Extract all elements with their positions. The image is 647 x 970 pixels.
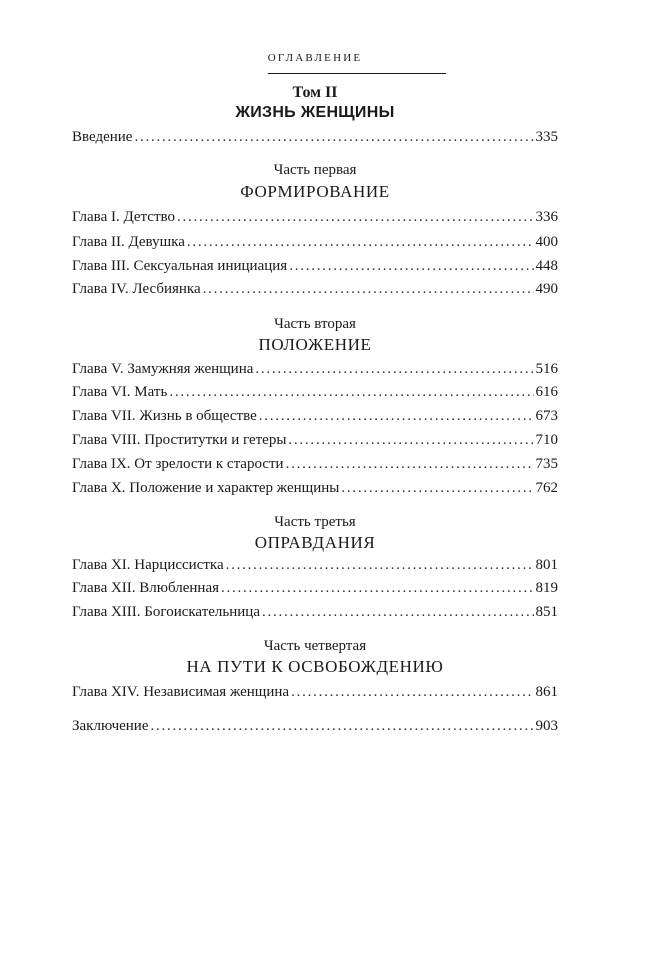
- toc-entry-title: Глава VII. Жизнь в обществе: [72, 408, 257, 424]
- part-label: Часть четвертая: [263, 638, 367, 654]
- toc-entry-title: Глава XI. Нарциссистка: [72, 557, 224, 573]
- part-title: ПОЛОЖЕНИЕ: [258, 335, 372, 354]
- running-head: ОГЛАВЛЕНИЕ: [267, 52, 363, 64]
- toc-entry-page: 448: [535, 258, 558, 274]
- toc-entry-page: 861: [535, 684, 558, 700]
- toc-entry-title: Глава IV. Лесбиянка: [72, 281, 201, 297]
- toc-entry-title: Глава XIII. Богоискательница: [72, 604, 260, 620]
- dot-leader: [291, 684, 533, 701]
- toc-entry[interactable]: [72, 281, 558, 303]
- toc-entry-title: Глава IX. От зрелости к старости: [72, 456, 284, 472]
- dot-leader: [203, 281, 534, 298]
- toc-entry-title: Глава XII. Влюбленная: [72, 580, 220, 596]
- toc-entry-title: Глава X. Положение и характер женщины: [72, 480, 340, 496]
- dot-leader: [226, 557, 534, 574]
- toc-entry[interactable]: [72, 604, 558, 626]
- toc-entry[interactable]: [72, 408, 558, 430]
- dot-leader: [262, 604, 534, 621]
- toc-entry-title: Глава VI. Мать: [72, 384, 168, 400]
- toc-entry-page: 616: [535, 384, 558, 400]
- toc-entry-page: 335: [535, 129, 558, 145]
- toc-entry-page: 400: [535, 234, 558, 250]
- toc-entry-introduction[interactable]: [72, 129, 558, 151]
- toc-entry-page: 819: [535, 580, 558, 596]
- toc-entry-conclusion[interactable]: [72, 718, 558, 740]
- dot-leader: [151, 718, 534, 735]
- toc-entry[interactable]: [72, 580, 558, 602]
- dot-leader: [289, 258, 533, 275]
- dot-leader: [341, 480, 533, 497]
- running-head-rule: [268, 73, 446, 74]
- toc-entry-title: Глава V. Замужняя женщина: [72, 361, 254, 377]
- part-label: Часть третья: [274, 514, 356, 530]
- toc-entry[interactable]: [72, 456, 558, 478]
- volume-title: ЖИЗНЬ ЖЕНЩИНЫ: [235, 104, 395, 121]
- toc-entry-title: Глава VIII. Проститутки и гетеры: [72, 432, 287, 448]
- toc-entry-title: Введение: [72, 129, 133, 145]
- toc-entry-page: 762: [535, 480, 558, 496]
- dot-leader: [286, 456, 534, 473]
- toc-entry-title: Глава II. Девушка: [72, 234, 185, 250]
- volume-number: Том II: [292, 84, 338, 101]
- toc-entry-page: 490: [535, 281, 558, 297]
- toc-entry[interactable]: [72, 557, 558, 579]
- part-label: Часть вторая: [274, 316, 356, 332]
- part-title: НА ПУТИ К ОСВОБОЖДЕНИЮ: [186, 657, 444, 676]
- dot-leader: [221, 580, 533, 597]
- part-title: ОПРАВДАНИЯ: [254, 533, 376, 552]
- toc-entry-page: 336: [535, 209, 558, 225]
- toc-entry-page: 735: [535, 456, 558, 472]
- toc-entry-page: 851: [535, 604, 558, 620]
- toc-entry[interactable]: [72, 234, 558, 256]
- toc-entry[interactable]: [72, 432, 558, 454]
- dot-leader: [177, 209, 534, 226]
- dot-leader: [255, 361, 533, 378]
- toc-entry[interactable]: [72, 684, 558, 706]
- part-title: ФОРМИРОВАНИЕ: [240, 182, 390, 201]
- dot-leader: [288, 432, 533, 449]
- dot-leader: [187, 234, 534, 251]
- dot-leader: [169, 384, 533, 401]
- toc-entry-page: 801: [535, 557, 558, 573]
- toc-entry[interactable]: [72, 480, 558, 502]
- toc-entry-title: Заключение: [72, 718, 149, 734]
- toc-entry-page: 710: [535, 432, 558, 448]
- toc-entry[interactable]: [72, 384, 558, 406]
- dot-leader: [259, 408, 534, 425]
- toc-entry-page: 516: [535, 361, 558, 377]
- toc-entry[interactable]: [72, 209, 558, 231]
- dot-leader: [134, 129, 533, 146]
- part-label: Часть первая: [273, 162, 357, 178]
- toc-entry-title: Глава I. Детство: [72, 209, 175, 225]
- toc-entry-title: Глава III. Сексуальная инициация: [72, 258, 288, 274]
- toc-entry-page: 903: [535, 718, 558, 734]
- toc-entry-title: Глава XIV. Независимая женщина: [72, 684, 290, 700]
- toc-entry[interactable]: [72, 361, 558, 383]
- toc-entry[interactable]: [72, 258, 558, 280]
- toc-entry-page: 673: [535, 408, 558, 424]
